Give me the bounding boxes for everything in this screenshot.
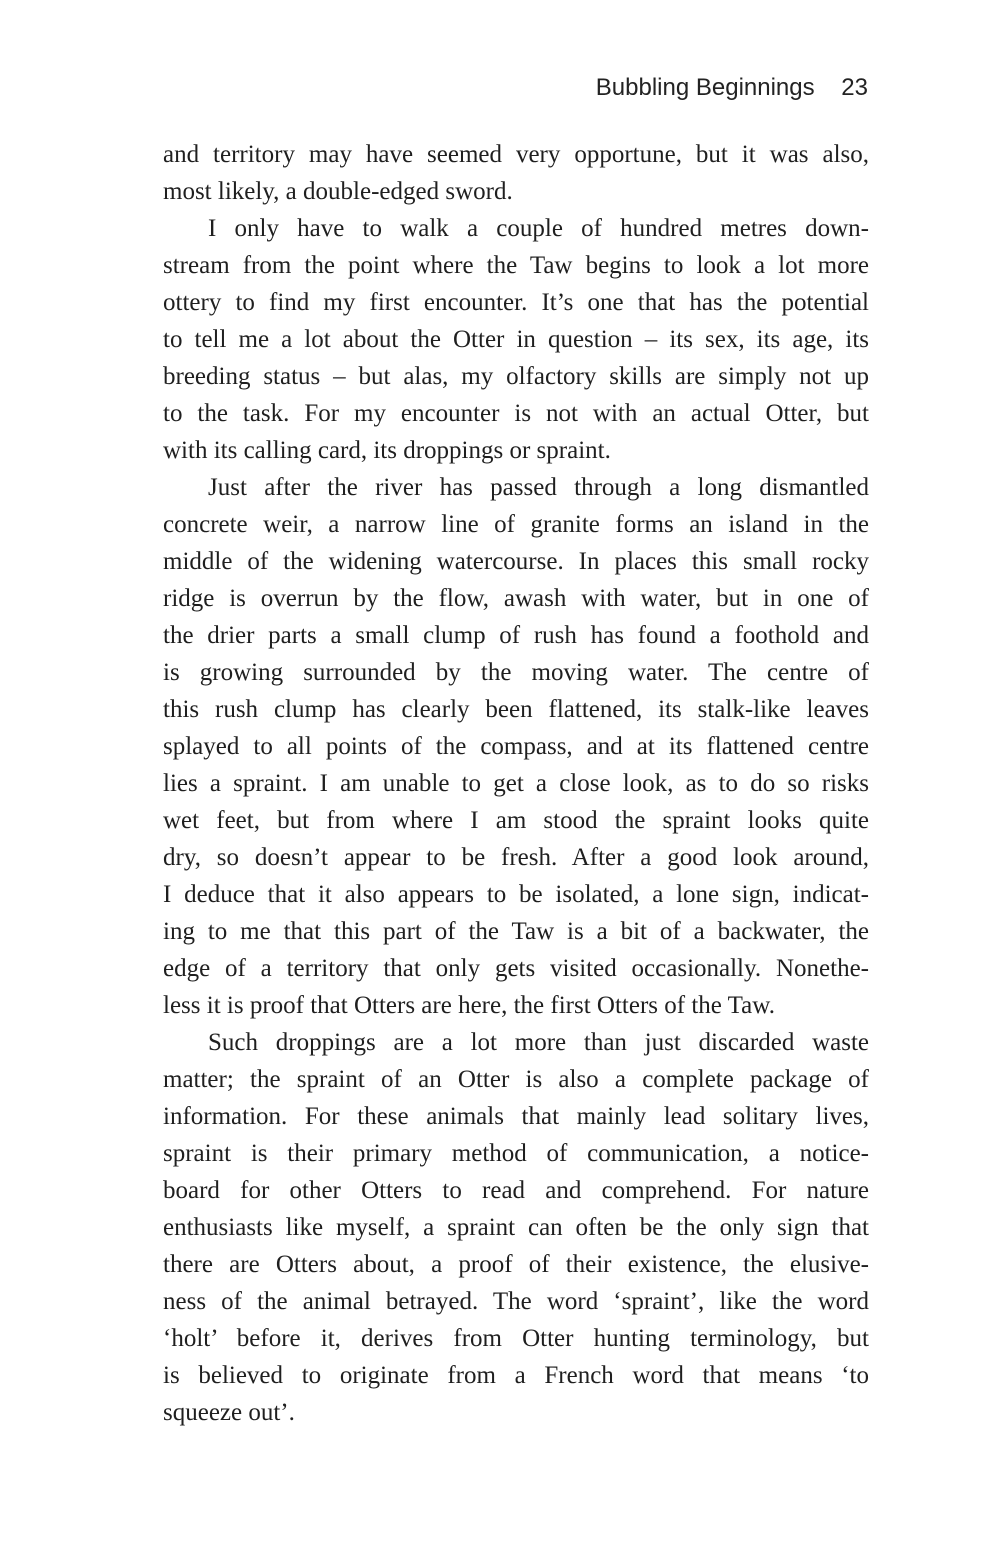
paragraph <box>163 469 869 1024</box>
paragraph <box>163 1024 869 1431</box>
text-line: less it is proof that Otters are here, the first Otters of the Taw. <box>163 992 775 1019</box>
text-line: dry, so doesn’t appear to be fresh. After a good look around, <box>163 844 869 871</box>
text-line: is believed to originate from a French word that means ‘to <box>163 1362 869 1389</box>
paragraph <box>163 136 869 210</box>
text-line: edge of a territory that only gets visited occasionally. Nonethe- <box>163 955 869 982</box>
text-line: ness of the animal betrayed. The word ‘spraint’, like the word <box>163 1288 869 1315</box>
text-line: most likely, a double-edged sword. <box>163 178 513 205</box>
text-line: breeding status – but alas, my olfactory skills are simply not up <box>163 363 869 390</box>
page-body <box>163 136 869 1431</box>
text-line: stream from the point where the Taw begins to look a lot more <box>163 252 869 279</box>
running-header <box>596 74 868 102</box>
text-line: Just after the river has passed through a long dismantled <box>208 474 869 501</box>
running-header-title: Bubbling Beginnings <box>595 74 815 101</box>
text-line: spraint is their primary method of communication, a notice- <box>163 1140 869 1167</box>
text-line: ridge is overrun by the flow, awash with water, but in one of <box>163 585 869 612</box>
text-line: there are Otters about, a proof of their existence, the elusive- <box>163 1251 869 1278</box>
text-line: concrete weir, a narrow line of granite forms an island in the <box>163 511 869 538</box>
text-line: this rush clump has clearly been flattened, its stalk-like leaves <box>163 696 869 723</box>
text-line: ‘holt’ before it, derives from Otter hunting terminology, but <box>163 1325 869 1352</box>
text-line: board for other Otters to read and comprehend. For nature <box>163 1177 869 1204</box>
text-line: matter; the spraint of an Otter is also a complete package of <box>163 1066 869 1093</box>
text-line: the drier parts a small clump of rush has found a foothold and <box>163 622 869 649</box>
text-line: I deduce that it also appears to be isolated, a lone sign, indicat- <box>163 881 869 908</box>
text-line: with its calling card, its droppings or spraint. <box>163 437 611 464</box>
text-line: and territory may have seemed very opportune, but it was also, <box>163 141 869 168</box>
text-line: enthusiasts like myself, a spraint can often be the only sign that <box>163 1214 869 1241</box>
text-line: ing to me that this part of the Taw is a bit of a backwater, the <box>163 918 869 945</box>
text-line: middle of the widening watercourse. In places this small rocky <box>163 548 869 575</box>
paragraph <box>163 210 869 469</box>
text-line: information. For these animals that mainly lead solitary lives, <box>163 1103 869 1130</box>
text-line: to the task. For my encounter is not with an actual Otter, but <box>163 400 869 427</box>
text-line: lies a spraint. I am unable to get a close look, as to do so risks <box>163 770 869 797</box>
text-line: splayed to all points of the compass, and at its flattened centre <box>163 733 869 760</box>
page-number: 23 <box>841 74 868 101</box>
text-line: to tell me a lot about the Otter in question – its sex, its age, its <box>163 326 869 353</box>
text-line: ottery to find my first encounter. It’s one that has the potential <box>163 289 869 316</box>
text-line: wet feet, but from where I am stood the spraint looks quite <box>163 807 869 834</box>
text-line: Such droppings are a lot more than just discarded waste <box>208 1029 869 1056</box>
text-line: is growing surrounded by the moving water. The centre of <box>163 659 869 686</box>
text-line: I only have to walk a couple of hundred metres down- <box>208 215 869 242</box>
text-line: squeeze out’. <box>163 1399 295 1426</box>
